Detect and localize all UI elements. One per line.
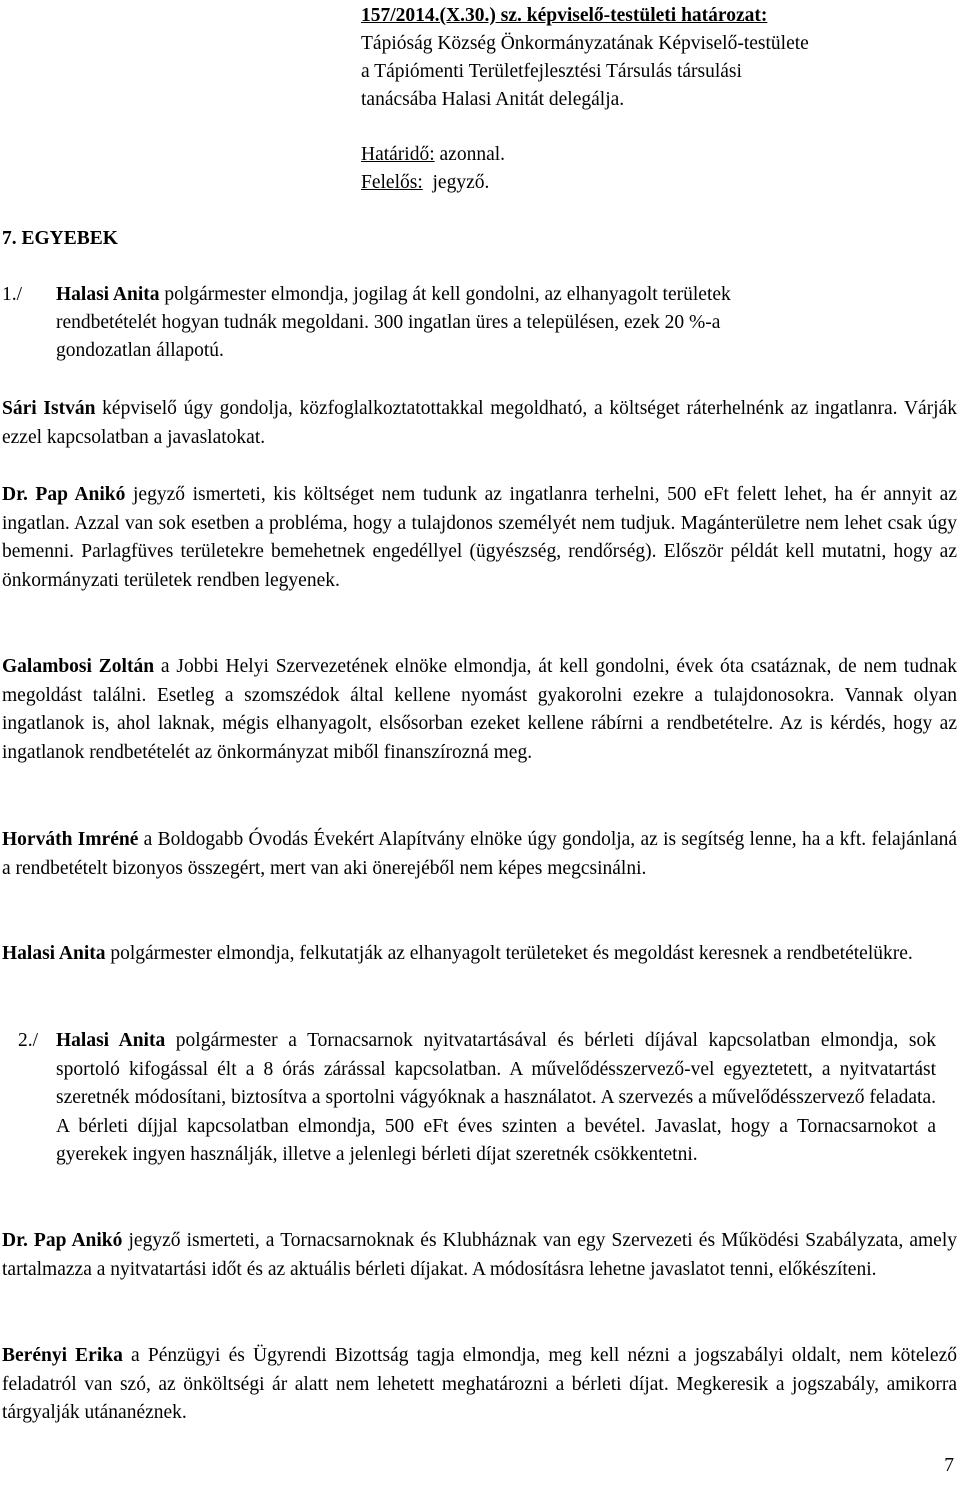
resolution-text-line: tanácsába Halasi Anitát delegálja. — [361, 89, 625, 110]
paragraph — [2, 395, 957, 452]
item-body — [56, 1027, 936, 1170]
paragraph — [2, 481, 957, 595]
speaker-name: Horváth Imréné — [2, 829, 139, 850]
item-line — [56, 281, 731, 309]
item-text: polgármester a Tornacsarnok nyitvatartásával és bérleti díjával kapcsolatban elmondja, sok sportoló kifogással élt a 8 órás zárással kapcsolatban. A művelődésszervező-vel egyeztetett, a nyitvatartást szeretnék módosítani, biztosítva a sportolni vágyóknak a használatot. A szervezés a művelődésszervező feladata. A bérleti díjjal kapcsolatban elmondja, 500 eFt éves szinten a bevétel. Javaslat, hogy a Tornacsarnokot a gyerekek ingyen használják, illetve a jelenlegi bérleti díjat szeretnék csökkentetni. — [56, 1030, 936, 1165]
item-line: gondozatlan állapotú. — [56, 340, 224, 361]
paragraph-text: a Pénzügyi és Ügyrendi Bizottság tagja elmondja, meg kell nézni a jogszabályi oldalt, nem kötelező feladatról van szó, az önköltségi ár alatt nem lehetett meghatározni a bérleti díjat. Megkeresik a jogszabály, amikorra tárgyalják utánanéznek. — [2, 1345, 957, 1423]
speaker-name: Dr. Pap Anikó — [2, 1230, 123, 1251]
section-title: 7. EGYEBEK — [2, 228, 118, 249]
paragraph — [2, 1342, 957, 1428]
paragraph-text: jegyző ismerteti, kis költséget nem tudunk az ingatlanra terhelni, 500 eFt felett lehet, ha ér annyit az ingatlan. Azzal van sok esetben a probléma, hogy a tulajdonos személyét nem tudjuk. Magánterületre nem lehet csak úgy bemenni. Parlagfüves területekre bemehetnek engedéllyel (ügyészség, rendőrség). Először példát kell mutatni, hogy az önkormányzati területek rendben legyenek. — [2, 484, 957, 591]
speaker-name: Halasi Anita — [56, 284, 160, 305]
responsible-value: jegyző. — [422, 172, 490, 193]
speaker-name: Dr. Pap Anikó — [2, 484, 126, 505]
paragraph-text: jegyző ismerteti, a Tornacsarnoknak és Klubháznak van egy Szervezeti és Működési Szabályzata, amely tartalmazza a nyitvatartási időt és az aktuális bérleti díjakat. A módosításra lehetne javaslatot tenni, előkészíteni. — [2, 1230, 957, 1280]
resolution-text-line: a Tápiómenti Területfejlesztési Társulás társulási — [361, 61, 742, 82]
paragraph-text: képviselő úgy gondolja, közfoglalkoztatottakkal megoldható, a költséget ráterhelnénk az ingatlanra. Várják ezzel kapcsolatban a javaslatokat. — [2, 398, 957, 448]
responsible-label: Felelős: — [361, 172, 423, 193]
item-number: 2./ — [18, 1030, 39, 1051]
paragraph — [2, 940, 957, 969]
deadline-value: azonnal. — [434, 144, 506, 165]
paragraph-text: polgármester elmondja, felkutatják az elhanyagolt területeket és megoldást keresnek a rendbetételükre. — [105, 943, 913, 964]
paragraph — [2, 826, 957, 883]
deadline-row — [361, 141, 505, 169]
resolution-number: 157/2014.(X.30.) sz. képviselő-testületi határozat: — [361, 5, 768, 26]
paragraph — [2, 653, 957, 767]
page-number: 7 — [944, 1455, 954, 1476]
speaker-name: Sári István — [2, 398, 96, 419]
responsible-row — [361, 169, 489, 197]
item-number: 1./ — [2, 284, 23, 305]
item-text: polgármester elmondja, jogilag át kell gondolni, az elhanyagolt területek — [159, 284, 731, 305]
item-line: rendbetételét hogyan tudnák megoldani. 300 ingatlan üres a településen, ezek 20 %-a — [56, 312, 721, 333]
speaker-name: Galambosi Zoltán — [2, 656, 155, 677]
paragraph — [2, 1227, 957, 1284]
speaker-name: Berényi Erika — [2, 1345, 123, 1366]
speaker-name: Halasi Anita — [56, 1030, 166, 1051]
deadline-label: Határidő: — [361, 144, 435, 165]
paragraph-text: a Jobbi Helyi Szervezetének elnöke elmondja, át kell gondolni, évek óta csatáznak, de nem tudnak megoldást találni. Esetleg a szomszédok által kellene nyomást gyakorolni ezekre a tulajdonosokra. Vannak olyan ingatlanok is, ahol laknak, mégis elhanyagolt, elsősorban ezeket kellene rábírni a rendbetételre. Az is kérdés, hogy az ingatlanok rendbetételét az önkormányzat miből finanszírozná meg. — [2, 656, 957, 763]
paragraph-text: a Boldogabb Óvodás Évekért Alapítvány elnöke úgy gondolja, az is segítség lenne, ha a kft. felajánlaná a rendbetételt bizonyos összegért, mert van aki önerejéből nem képes megcsinálni. — [2, 829, 958, 879]
speaker-name: Halasi Anita — [2, 943, 106, 964]
resolution-text-line: Tápióság Község Önkormányzatának Képviselő-testülete — [361, 33, 809, 54]
